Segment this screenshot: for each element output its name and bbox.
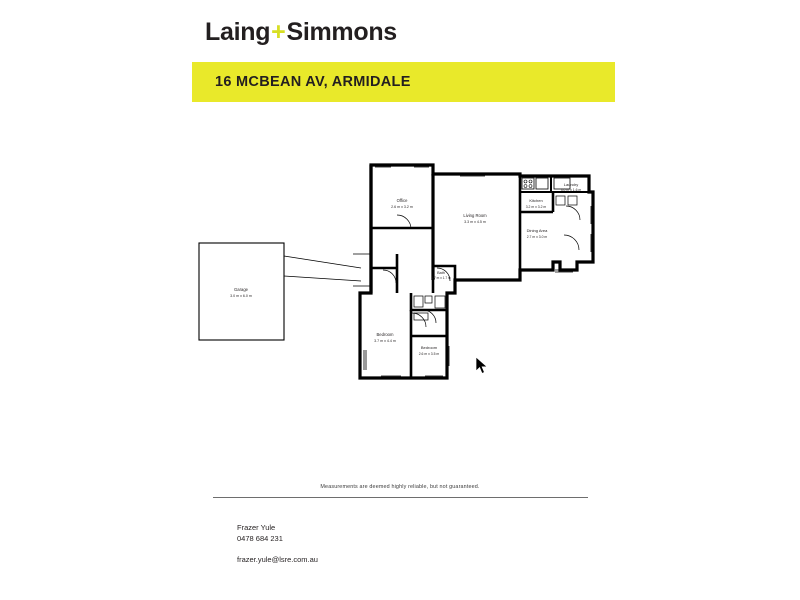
footer-divider (213, 497, 588, 498)
room-label-office-name: Office (396, 198, 408, 203)
disclaimer-text: Measurements are deemed highly reliable, but not guaranteed. (320, 484, 480, 490)
mouse-cursor-icon (476, 357, 490, 375)
room-label-living-name: Living Room (463, 213, 487, 218)
room-label-laundry-dims: 3.0 m x 1.6 m (560, 188, 582, 192)
page-title: 16 MCBEAN AV, ARMIDALE (215, 74, 411, 90)
brand-plus-icon: + (271, 18, 286, 46)
brand-name-left: Laing (205, 18, 271, 46)
room-label-office-dims: 2.6 m x 3.2 m (391, 205, 413, 209)
room-label-bedroom1-dims: 3.7 m x 4.4 m (374, 339, 396, 343)
room-label-bedroom2-dims: 2.6 m x 3.5 m (418, 352, 440, 356)
room-label-bedroom1-name: Bedroom (376, 332, 394, 337)
agent-phone[interactable]: 0478 684 231 (237, 534, 283, 543)
room-label-bath-name: Bath (437, 271, 445, 275)
brand-logo (205, 18, 397, 47)
room-label-bath-dims: 1.7 m x 1.7 m (431, 276, 451, 280)
room-label-kitchen-dims: 3.2 m x 3.2 m (525, 205, 547, 209)
room-label-kitchen-name: Kitchen (529, 198, 543, 203)
room-label-garage-name: Garage (234, 287, 248, 292)
agent-email[interactable]: frazer.yule@lsre.com.au (237, 555, 318, 564)
floorplan-drawing (185, 150, 615, 400)
room-label-dining-name: Dining Area (526, 228, 548, 233)
agent-name: Frazer Yule (237, 523, 276, 532)
room-label-laundry-name: Laundry (563, 182, 579, 187)
room-label-bedroom2-name: Bedroom (420, 345, 438, 350)
brand-name-right: Simmons (286, 18, 397, 46)
room-label-living-dims: 3.3 m x 4.5 m (464, 220, 486, 224)
room-label-garage-dims: 3.0 m x 6.0 m (230, 294, 252, 298)
room-label-dining-dims: 2.7 m x 3.0 m (526, 235, 548, 239)
